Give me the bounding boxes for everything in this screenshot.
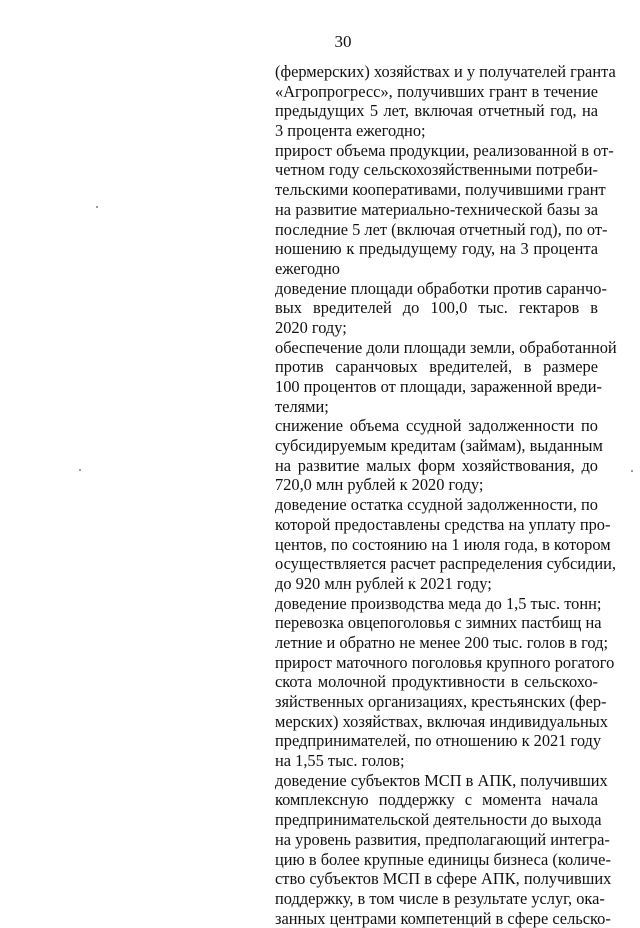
body-text-line: предыдущих 5 лет, включая отчетный год, на (275, 101, 598, 121)
body-text-line: 720,0 млн рублей к 2020 году; (275, 475, 484, 495)
body-text-line: ношению к предыдущему году, на 3 процента (275, 239, 598, 259)
body-text-line: которой предоставлены средства на уплату про- (275, 514, 611, 534)
body-text-line: прирост объема продукции, реализованной в от- (275, 140, 614, 160)
body-text-line: на уровень развития, предполагающий интегра- (275, 829, 610, 849)
body-text-line: 100 процентов от площади, зараженной вреди- (275, 377, 603, 396)
body-text-line: зяйственных организациях, крестьянских (фер- (275, 692, 607, 711)
body-text-line: цию в более крупные единицы бизнеса (количе- (275, 849, 611, 869)
body-text-line: ство субъектов МСП в сфере АПК, получивших (275, 869, 612, 889)
body-text-line: перевозка овцепоголовья с зимних пастбищ на (275, 613, 602, 633)
body-text-line: последние 5 лет (включая отчетный год), по от- (275, 219, 608, 239)
body-text-line: субсидируемым кредитам (займам), выданным (275, 436, 603, 456)
body-text-line: доведение субъектов МСП в АПК, получивших (275, 770, 608, 790)
scan-speck (631, 470, 633, 472)
body-text-line: летние и обратно не менее 200 тыс. голов в год; (275, 632, 609, 652)
body-text-line: «Агропрогресс», получивших грант в течение (275, 81, 598, 101)
body-text-line: вых вредителей до 100,0 тыс. гектаров в (275, 298, 598, 318)
scan-speck (79, 469, 81, 471)
body-text-line: на развитие материально-технической базы за (275, 199, 598, 219)
body-text-line: (фермерских) хозяйствах и у получателей гранта (275, 62, 616, 81)
body-text-line: центов, по состоянию на 1 июля года, в котором (275, 534, 611, 554)
body-text-line: на развитие малых форм хозяйствования, до (275, 455, 598, 475)
body-text-line: предпринимателей, по отношению к 2021 году (275, 731, 602, 751)
body-text-line: снижение объема ссудной задолженности по (275, 416, 598, 436)
body-text-line: осуществляется расчет распределения субсидии, (275, 554, 617, 574)
body-text-line: 2020 году; (275, 317, 347, 337)
body-text-line: поддержку, в том числе в результате услуг, ока- (275, 888, 605, 908)
body-text-line: на 1,55 тыс. голов; (275, 751, 405, 771)
page-number: 30 (334, 32, 352, 51)
body-text-line: четном году сельскохозяйственными потреби- (275, 160, 598, 180)
body-text-line: ежегодно (275, 258, 341, 278)
body-text-line: тельскими кооперативами, получившими грант (275, 180, 606, 200)
body-text-line: против саранчовых вредителей, в размере (275, 357, 598, 377)
body-text-line: скота молочной продуктивности в сельскохо- (275, 672, 598, 692)
body-text-line: мерских) хозяйствах, включая индивидуальных (275, 711, 608, 731)
body-text-line: до 920 млн рублей к 2021 году; (275, 573, 492, 593)
body-text-line: обеспечение доли площади земли, обработанной (275, 337, 617, 357)
body-text-line: предпринимательской деятельности до выхода (275, 810, 602, 830)
body-text-line: доведение площади обработки против саранчо- (275, 278, 607, 298)
body-text-line: комплексную поддержку с момента начала (275, 790, 598, 810)
body-text-line: занных центрами компетенций в сфере сельско- (275, 908, 611, 928)
body-text-line: доведение производства меда до 1,5 тыс. тонн; (275, 593, 602, 613)
body-text-line: прирост маточного поголовья крупного рогатого (275, 652, 615, 672)
body-text-line: телями; (275, 396, 329, 416)
body-text-column (275, 62, 617, 928)
body-text-line: 3 процента ежегодно; (275, 121, 426, 141)
scan-speck (96, 206, 98, 208)
body-text-line: доведение остатка ссудной задолженности, по (275, 495, 598, 515)
